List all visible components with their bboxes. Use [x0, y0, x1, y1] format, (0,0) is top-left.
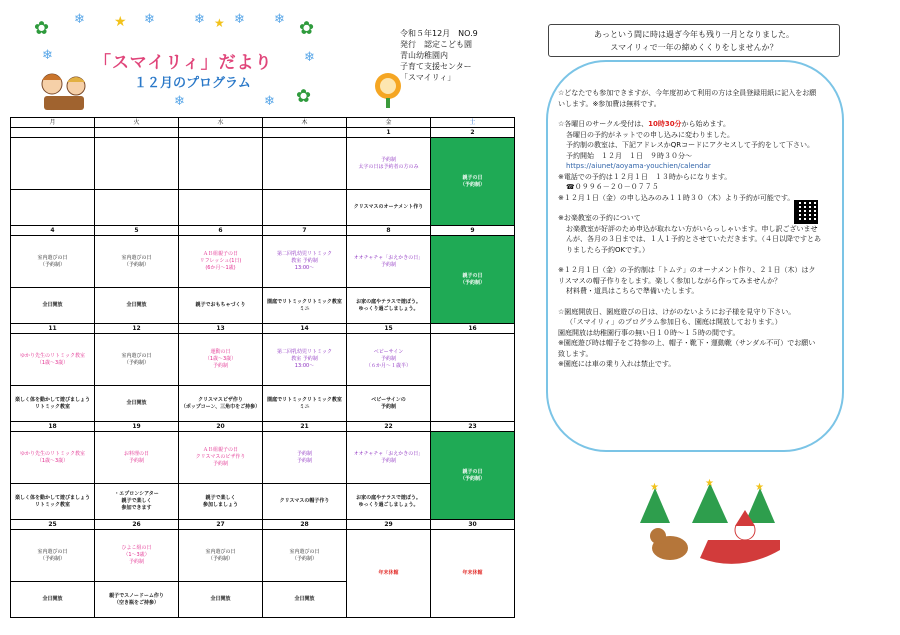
- date-number: 23: [431, 422, 515, 432]
- svg-text:★: ★: [650, 482, 659, 493]
- notice-text: ☆どなたでも参加できますが、今年度初めて利用の方は全員登録用紙に記入をお願いします。※参加費は無料です。: [558, 89, 817, 108]
- event-cell: 第二回乳幼児リトミック 教室 予約制 13:00～: [263, 236, 347, 288]
- date-number: 12: [95, 324, 179, 334]
- star-icon: ★: [114, 14, 127, 30]
- activity-cell: クリスマスピザ作り （ポップコーン、三角巾をご持参）: [179, 386, 263, 422]
- date-number: 27: [179, 520, 263, 530]
- date-number: 22: [347, 422, 431, 432]
- newsletter-header: [34, 10, 334, 115]
- info-line: 「スマイリィ」: [400, 73, 456, 82]
- date-number: 8: [347, 226, 431, 236]
- date-number: [95, 128, 179, 138]
- date-number: 28: [263, 520, 347, 530]
- event-cell: 室内遊びの日 （予約制）: [95, 334, 179, 386]
- date-number: 14: [263, 324, 347, 334]
- activity-cell: 親子でおもちゃづくり: [179, 288, 263, 324]
- event-cell: ＡＢ組親子の日 リフレッシュ(1日) (6か月～1歳): [179, 236, 263, 288]
- activity-cell: ベビーサインの 予約制: [347, 386, 431, 422]
- date-number: 20: [179, 422, 263, 432]
- activity-cell: クリスマスのオーナメント作り: [347, 190, 431, 226]
- activity-cell: 親子で楽しく 参加しましょう: [179, 484, 263, 520]
- activity-cell: [11, 190, 95, 226]
- saturday-cell: 親子の日 （予約制）: [431, 432, 515, 520]
- notice-text: ※電話での予約は１２月１日 １３時からになります。: [558, 172, 732, 181]
- snowflake-icon: ❄: [194, 12, 205, 27]
- date-number: 4: [11, 226, 95, 236]
- notice-box: [546, 60, 844, 452]
- event-cell: [263, 138, 347, 190]
- info-line: 発行 認定こども園: [400, 40, 472, 49]
- date-number: 21: [263, 422, 347, 432]
- date-number: 7: [263, 226, 347, 236]
- saturday-cell: 年末休館: [431, 530, 515, 618]
- star-icon: ★: [214, 16, 225, 30]
- snowflake-icon: ❄: [42, 48, 53, 63]
- phone-number: ☎０９９６－２０－０７７５: [566, 183, 659, 191]
- weekday-header: 金: [347, 118, 431, 128]
- activity-cell: 楽しく体を動かして遊びましょう リトミック教室: [11, 386, 95, 422]
- newsletter-title: 「スマイリィ」だより: [94, 53, 273, 73]
- snowflake-icon: ❄: [74, 12, 85, 27]
- info-line: 子育て支援センター: [400, 62, 472, 71]
- notice-text: 材料費・道具はこちらで準備いたします。: [566, 287, 699, 295]
- activity-cell: 全日開放: [179, 582, 263, 618]
- activity-cell: クリスマスの帽子作り: [263, 484, 347, 520]
- holly-icon: ✿: [34, 18, 50, 39]
- event-cell: [179, 138, 263, 190]
- event-cell: [95, 138, 179, 190]
- reservation-link[interactable]: https://aiunet/aoyama-youchien/calendar: [566, 162, 711, 170]
- issue-info: [400, 28, 510, 83]
- event-cell: お料理の日 予約制: [95, 432, 179, 484]
- activity-cell: ・エプロンシアター 親子で楽しく 参加できます: [95, 484, 179, 520]
- event-cell: [11, 138, 95, 190]
- intro-line: スマイリィで一年の締めくくりをしませんか？: [610, 43, 778, 52]
- date-number: 30: [431, 520, 515, 530]
- info-line: 令和５年12月 NO.9: [400, 29, 478, 38]
- snowflake-icon: ❄: [234, 12, 245, 27]
- notice-text: 予約開始 １２月 １日 ９時３０分～: [566, 151, 692, 160]
- date-number: 18: [11, 422, 95, 432]
- event-cell: ゆかり先生のリトミック教室 （1歳～3歳）: [11, 432, 95, 484]
- notice-text: ※園庭遊び時は帽子をご持参の上、帽子・靴下・運動靴（サンダル不可）でお願い致します。: [558, 339, 816, 358]
- date-number: 19: [95, 422, 179, 432]
- calendar-table: [10, 117, 515, 618]
- activity-cell: 全日開放: [263, 582, 347, 618]
- date-number: 15: [347, 324, 431, 334]
- snowflake-icon: ❄: [174, 94, 185, 109]
- activity-cell: 全日開放: [95, 386, 179, 422]
- notice-text: 園庭開放は幼稚園行事の無い日１０時～１５時の間です。: [558, 328, 740, 337]
- activity-cell: 園庭でリトミックリトミック教室 ミニ: [263, 386, 347, 422]
- weekday-header: 水: [179, 118, 263, 128]
- event-cell: 室内遊びの日 （予約制）: [95, 236, 179, 288]
- date-number: [263, 128, 347, 138]
- activity-cell: [95, 190, 179, 226]
- activity-cell: [263, 190, 347, 226]
- newsletter-subtitle: １２月のプログラム: [134, 76, 251, 91]
- snowflake-icon: ❄: [274, 12, 285, 27]
- date-number: 13: [179, 324, 263, 334]
- notice-text: 予約制の教室は、下記アドレスかQRコードにアクセスして予約をして下さい。: [566, 141, 814, 149]
- date-number: 1: [347, 128, 431, 138]
- svg-text:★: ★: [755, 482, 764, 493]
- qr-code[interactable]: [794, 200, 818, 224]
- event-cell: 室内遊びの日 （予約制）: [11, 236, 95, 288]
- holly-icon: ✿: [296, 86, 312, 107]
- activity-cell: 全日開放: [11, 288, 95, 324]
- notice-text: ☆園庭開放日、園庭遊びの日は、けがのないようにお子様を見守り下さい。: [558, 307, 796, 316]
- notice-text: 各曜日の予約がネットでの申し込みに変わりました。: [566, 130, 734, 139]
- event-cell: オオチャチャ「おえかきの日」 予約制: [347, 432, 431, 484]
- event-cell: ひよこ組の日 （1～3歳） 予約制: [95, 530, 179, 582]
- activity-cell: 全日開放: [95, 288, 179, 324]
- weekday-header: 木: [263, 118, 347, 128]
- notice-text: （「スマイリィ」のプログラム参加日も、園庭は開放しております。）: [566, 318, 782, 326]
- activity-cell: [179, 190, 263, 226]
- date-number: [179, 128, 263, 138]
- event-cell: ベビーサイン 予約制 （６か月～１歳半）: [347, 334, 431, 386]
- activity-cell: お家の庭やテラスで遊ぼう。 ゆっくり過ごしましょう。: [347, 288, 431, 324]
- date-number: 6: [179, 226, 263, 236]
- date-number: 11: [11, 324, 95, 334]
- weekday-header: 土: [431, 118, 515, 128]
- event-cell: ＡＢ組親子の日 クリスマスのピザ作り 予約制: [179, 432, 263, 484]
- notice-text: ※園庭には車の乗り入れは禁止です。: [558, 360, 676, 368]
- date-number: 5: [95, 226, 179, 236]
- date-number: 16: [431, 324, 515, 334]
- snowflake-icon: ❄: [264, 94, 275, 109]
- snowflake-icon: ❄: [144, 12, 155, 27]
- event-cell: オオチャチャ「おえかきの日」 予約制: [347, 236, 431, 288]
- info-line: 青山幼稚園内: [400, 51, 448, 60]
- event-cell: 予約制 太字の日は予約者の方のみ: [347, 138, 431, 190]
- date-number: 25: [11, 520, 95, 530]
- saturday-cell: 親子の日 （予約制）: [431, 236, 515, 324]
- holiday-cell: 年末休館: [347, 530, 431, 618]
- flower-mascot-illustration: [368, 70, 408, 110]
- date-number: 29: [347, 520, 431, 530]
- weekday-header: 火: [95, 118, 179, 128]
- children-illustration: [34, 68, 94, 113]
- event-cell: 予約制 予約制: [263, 432, 347, 484]
- notice-text: お楽教室が好評のため申込が取れない方がいらっしゃいます。申し訳ございませんが、各月の３日までは、１人１予約とさせていただきます。（４日以降ですとありましたら予約OKです。）: [566, 224, 821, 254]
- activity-cell: 親子でスノードーム作り （空き瓶をご持参）: [95, 582, 179, 618]
- date-number: 2: [431, 128, 515, 138]
- saturday-cell: 親子の日 （予約制）: [431, 138, 515, 226]
- event-cell: 運動の日 （1歳～3歳） 予約制: [179, 334, 263, 386]
- activity-cell: お家の庭やテラスで遊ぼう。 ゆっくり過ごしましょう。: [347, 484, 431, 520]
- activity-cell: 園庭でリトミックリトミック教室 ミニ: [263, 288, 347, 324]
- date-number: 9: [431, 226, 515, 236]
- intro-note: [548, 24, 840, 57]
- snowflake-icon: ❄: [304, 50, 315, 65]
- notice-text: ☆各曜日のサークル受付は、10時30分から始めます。: [558, 120, 731, 128]
- date-number: [11, 128, 95, 138]
- saturday-cell: [431, 334, 515, 422]
- event-cell: 室内遊びの日 （予約制）: [263, 530, 347, 582]
- notice-text: ※１２月１日（金）の予約制は「トムテ」のオーナメント作り、２１日（木）はクリスマスの帽子作りをします。楽しく参加しながら作ってみませんか？: [558, 266, 816, 285]
- svg-text:★: ★: [705, 478, 714, 489]
- notice-text: ※１２月１日（金）の申し込みのみ１１時３０（木）より予約が可能です。: [558, 193, 795, 202]
- event-cell: 室内遊びの日 （予約制）: [179, 530, 263, 582]
- activity-cell: 楽しく体を動かして遊びましょう リトミック教室: [11, 484, 95, 520]
- notice-text: ※お楽教室の予約について: [558, 214, 641, 222]
- event-cell: 第二回乳幼児リトミック 教室 予約制 13:00～: [263, 334, 347, 386]
- intro-line: あっという間に時は過ぎ今年も残り一月となりました。: [594, 30, 794, 39]
- date-number: 26: [95, 520, 179, 530]
- activity-cell: 全日開放: [11, 582, 95, 618]
- christmas-illustration: [630, 478, 790, 578]
- event-cell: 室内遊びの日 （予約制）: [11, 530, 95, 582]
- holly-icon: ✿: [299, 18, 315, 39]
- event-cell: ゆかり先生のリトミック教室 （1歳～3歳）: [11, 334, 95, 386]
- weekday-header: 月: [11, 118, 95, 128]
